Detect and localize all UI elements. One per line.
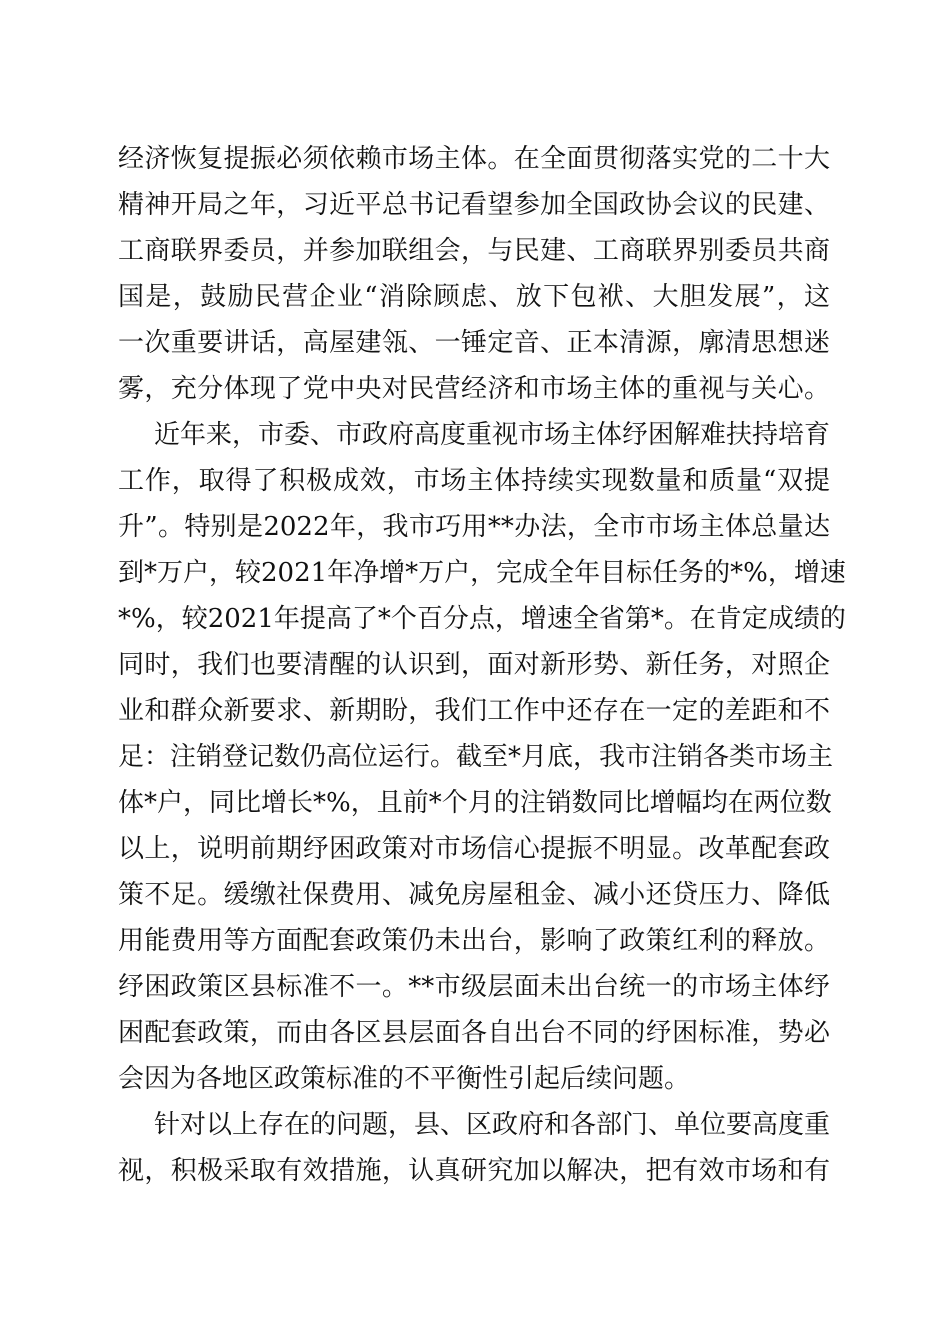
text-line: 国是，鼓励民营企业“消除顾虑、放下包袱、大胆发展”，这 (118, 282, 830, 312)
text-line: 策不足。缓缴社保费用、减免房屋租金、减小还贷压力、降低 (118, 880, 830, 910)
text-line: 一次重要讲话，高屋建瓴、一锤定音、正本清源，廓清思想迷 (118, 328, 830, 358)
text-line: 困配套政策，而由各区县层面各自出台不同的纾困标准，势必 (118, 1018, 830, 1048)
text-line: 业和群众新要求、新期盼，我们工作中还存在一定的差距和不 (118, 696, 830, 726)
text-line: 用能费用等方面配套政策仍未出台，影响了政策红利的释放。 (118, 926, 830, 956)
text-line: 升”。特别是2022年，我市巧用**办法，全市市场主体总量达 (118, 512, 830, 542)
text-line: 工商联界委员，并参加联组会，与民建、工商联界别委员共商 (118, 236, 830, 266)
text-line: 工作，取得了积极成效，市场主体持续实现数量和质量“双提 (118, 466, 830, 496)
text-line: 以上，说明前期纾困政策对市场信心提振不明显。改革配套政 (118, 834, 830, 864)
text-line: 纾困政策区县标准不一。**市级层面未出台统一的市场主体纾 (118, 972, 830, 1002)
text-line: 经济恢复提振必须依赖市场主体。在全面贯彻落实党的二十大 (118, 144, 830, 174)
text-line: 足：注销登记数仍高位运行。截至*月底，我市注销各类市场主 (118, 742, 834, 772)
text-line: 会因为各地区政策标准的不平衡性引起后续问题。 (118, 1064, 691, 1094)
text-line: 雾，充分体现了党中央对民营经济和市场主体的重视与关心。 (118, 374, 830, 404)
text-line: 同时，我们也要清醒的认识到，面对新形势、新任务，对照企 (118, 650, 830, 680)
text-line: 到*万户，较2021年净增*万户，完成全年目标任务的*%，增速 (118, 558, 846, 588)
text-line: 视，积极采取有效措施，认真研究加以解决，把有效市场和有 (118, 1156, 830, 1186)
text-line: 近年来，市委、市政府高度重视市场主体纾困解难扶持培育 (154, 420, 831, 450)
text-line: 体*户，同比增长*%，且前*个月的注销数同比增幅均在两位数 (118, 788, 832, 818)
text-line: *%，较2021年提高了*个百分点，增速全省第*。在肯定成绩的 (118, 604, 846, 634)
text-line: 针对以上存在的问题，县、区政府和各部门、单位要高度重 (154, 1110, 831, 1140)
text-line: 精神开局之年，习近平总书记看望参加全国政协会议的民建、 (118, 190, 830, 220)
